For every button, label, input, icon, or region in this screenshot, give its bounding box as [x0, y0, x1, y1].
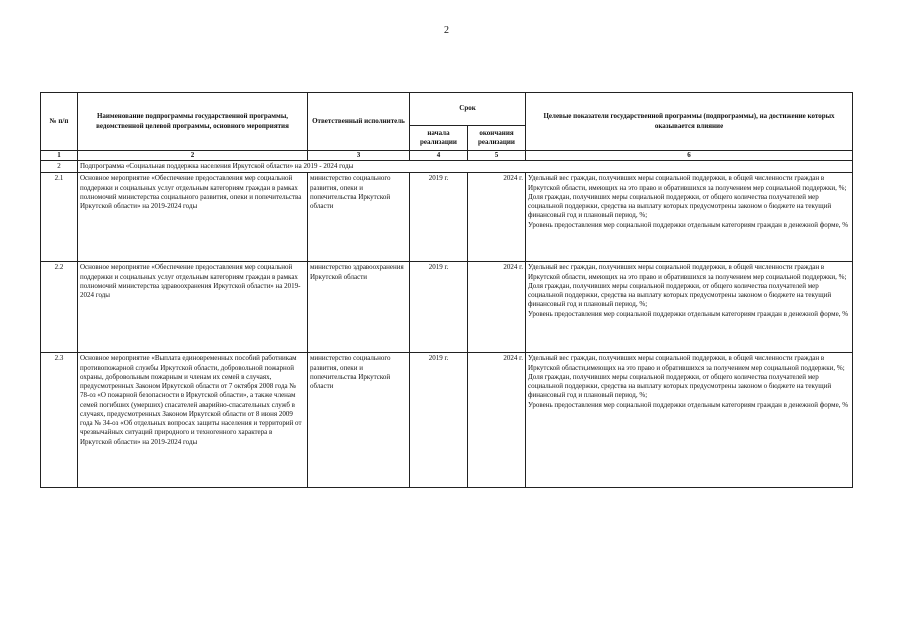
row-executor: министерство социального развития, опеки и попечительства Иркутской области [308, 173, 410, 262]
header-row [41, 93, 853, 126]
column-number: 3 [308, 151, 410, 161]
row-name: Основное мероприятие «Обеспечение предоставления мер социальной поддержки и социальных услуг отдельным категориям граждан в рамках полномочий министерства социального развития, опеки и попечительства Иркутской области» на 2019-2024 годы [78, 173, 308, 262]
row-start: 2019 г. [410, 262, 468, 353]
row-num: 2.2 [41, 262, 78, 353]
header-name: Наименование подпрограммы государственной программы, ведомственной целевой программы, основного мероприятия [78, 93, 308, 151]
indicator-text: Доля граждан, получивших меры социальной поддержки, от общего количества получателей мер социальной поддержки, средства на выплату которых предусмотрены законом о бюджете на текущий финансовый год и плановый период, %; [528, 281, 832, 309]
table-row [41, 173, 853, 262]
indicator-text: Доля граждан, получивших меры социальной поддержки, от общего количества получателей мер социальной поддержки, средства на выплату которых предусмотрены законом о бюджете на текущий финансовый год и плановый период, %; [528, 192, 832, 220]
indicator-text: Удельный вес граждан, получивших меры социальной поддержки, в общей численности граждан в Иркутской области, имеющих на это право и обратившихся за получением мер социальной поддержки, %; [528, 263, 847, 281]
header-num: № п/п [41, 93, 78, 151]
indicator-text: Уровень предоставления мер социальной поддержки отдельным категориям граждан в денежной форме, % [528, 220, 849, 229]
section-title: Подпрограмма «Социальная поддержка населения Иркутской области» на 2019 - 2024 годы [78, 161, 853, 173]
row-executor: министерство социального развития, опеки и попечительства Иркутской области [308, 353, 410, 488]
header-indicators: Целевые показатели государственной программы (подпрограммы), на достижение которых оказывается влияние [526, 93, 853, 151]
header-end: окончания реализации [468, 126, 526, 151]
program-table [40, 92, 853, 488]
column-number: 5 [468, 151, 526, 161]
page-number: 2 [444, 25, 449, 36]
row-name: Основное мероприятие «Обеспечение предоставления мер социальной поддержки и социальных услуг отдельным категориям граждан в рамках полномочий министерства здравоохранения Иркутской области» на 2019-2024 годы [78, 262, 308, 353]
column-number: 2 [78, 151, 308, 161]
row-executor: министерство здравоохранения Иркутской области [308, 262, 410, 353]
row-name: Основное мероприятие «Выплата единовременных пособий работникам противопожарной службы Иркутской области, добровольной пожарной охраны, добровольным пожарным и членам их семей в случаях, предусмотренных Законом Иркутской области от 7 октября 2008 года № 78-оз «О пожарной безопасности в Иркутской области», а также членам семей погибших (умерших) спасателей аварийно-спасательных служб в случаях, предусмотренных Законом Иркутской области от 8 июня 2009 года № 34-оз «Об отдельных вопросах защиты населения и территорий от чрезвычайных ситуаций природного и техногенного характера в Иркутской области» на 2019-2024 годы [78, 353, 308, 488]
column-number: 6 [526, 151, 853, 161]
row-end: 2024 г. [468, 353, 526, 488]
row-num: 2.1 [41, 173, 78, 262]
row-indicators [526, 262, 853, 353]
indicator-text: Доля граждан, получивших меры социальной поддержки, от общего количества получателей мер социальной поддержки, средства на выплату которых предусмотрены законом о бюджете на текущий финансовый год и плановый период, %; [528, 372, 832, 400]
indicator-text: Уровень предоставления мер социальной поддержки отдельным категориям граждан в денежной форме, % [528, 400, 849, 409]
header-executor: Ответственный исполнитель [308, 93, 410, 151]
row-indicators [526, 353, 853, 488]
column-number: 1 [41, 151, 78, 161]
row-end: 2024 г. [468, 173, 526, 262]
row-indicators [526, 173, 853, 262]
indicator-text: Удельный вес граждан, получивших меры социальной поддержки, в общей численности граждан в Иркутской области,имеющих на это право и обратившихся за получением мер социальной поддержки, %; [528, 354, 845, 372]
table-row [41, 353, 853, 488]
row-start: 2019 г. [410, 353, 468, 488]
row-end: 2024 г. [468, 262, 526, 353]
table-row [41, 262, 853, 353]
indicator-text: Уровень предоставления мер социальной поддержки отдельным категориям граждан в денежной форме, % [528, 309, 849, 318]
indicator-text: Удельный вес граждан, получивших меры социальной поддержки, в общей численности граждан в Иркутской области, имеющих на это право и обратившихся за получением мер социальной поддержки, %; [528, 174, 847, 192]
row-start: 2019 г. [410, 173, 468, 262]
column-number-row [41, 151, 853, 161]
header-term: Срок [410, 93, 526, 126]
row-num: 2.3 [41, 353, 78, 488]
column-number: 4 [410, 151, 468, 161]
section-row [41, 161, 853, 173]
section-num: 2 [41, 161, 78, 173]
header-start: начала реализации [410, 126, 468, 151]
